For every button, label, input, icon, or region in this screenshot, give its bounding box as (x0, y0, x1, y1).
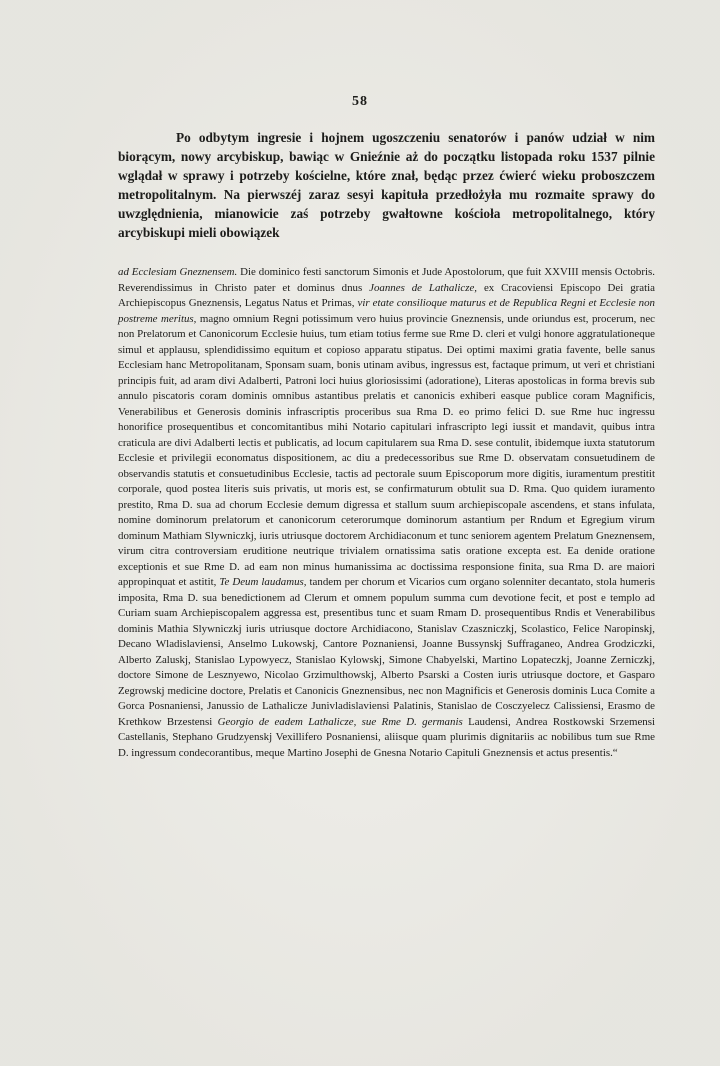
latin-italic-phrase: Georgio de eadem Lathalicze, sue Rme D. germanis (217, 715, 463, 728)
latin-text: ex Cracoviensi Episcopo Dei gratia Archiepiscopus Gneznensis, Legatus Natus et Primas, (118, 281, 655, 309)
polish-paragraph-block (118, 128, 655, 243)
latin-italic-phrase: vir etate consilioque maturus et de Republica Regni et Ecclesie non postreme meritus, (118, 297, 655, 325)
latin-quotation (118, 265, 655, 761)
latin-italic-phrase: ad Ecclesiam Gneznensem. (118, 266, 238, 278)
latin-italic-phrase: Te Deum laudamus, (219, 576, 307, 588)
polish-paragraph: Po odbytym ingresie i hojnem ugoszczeniu senatorów i panów udział w nim biorącym, nowy arcybiskup, bawiąc w Gnieźnie aż do początku listopada roku 1537 pilnie wglądał w sprawy i potrzeby kościelne, które znał, będąc przez ćwierć wieku proboszczem metropolitalnym. Na pierwszéj zaraz sesyi kapituła przedłożyła mu rozmaite sprawy do uwzględnienia, mianowicie zaś potrzeby gwałtowne kościoła metropolitalnego, który arcybiskupi mieli obowiązek (118, 130, 655, 241)
page-number: 58 (352, 94, 368, 109)
latin-italic-phrase: Joannes de Lathalicze, (369, 281, 478, 294)
latin-text: tandem per chorum et Vicarios cum organo solenniter decantato, stola humeris imposita, Rma D. sua benedictionem ad Clerum et omnem populum summa cum devotione fecit, et post e templo ad Curiam suam Archiepiscopalem aggressa est, presentibus tunc et suam Rmam D. prosequentibus Rndis et Venerabilibus dominis Mathia Slywniczkj iuris utriusque doctore Archidiacono, Stanislav Czaszniczkj, Scolastico, Felice Naropinskj, Decano Wladislaviensi, Anselmo Lukowskj, Cantore Poznaniensi, Joanne Bussynskj Suffraganeo, Andrea Grodziczki, Alberto Zaluskj, Stanislao Lypowyecz, Stanislao Kylowskj, Simone Chabyelski, Martino Lopateczkj, Joanne Zerniczkj, doctore Simone de Lesznyewo, Nicolao Grzimulthowskj, Alberto Psarski a Costen iuris utriusque doctore, et Gasparo Zegrowskj medicine doctore, Prelatis et Canonicis Gneznensibus, nec non Magnificis et Generosis dominis Luca Comite a Gorca Posnaniensi, Janussio de Lathalicze Junivladislaviensi Palatinis, Stanislao de Cosczyelecz Calissiensi, Erasmo de Krethkow Brzestensi (118, 576, 655, 728)
latin-text: Die dominico festi sanctorum Simonis et Jude Apostolorum, que fuit XXVIII mensis Octobris. Reverendissimus in Christo pater et dominus dnus (118, 266, 655, 294)
latin-text: Laudensi, Andrea Rostkowski Srzemensi Castellanis, Stephano Grudzyenskj Vexillifero Posnaniensi, aliisque quam plurimis dignitariis ac nobilibus tum sue Rme D. ingressum condecorantibus, meque Martino Josephi de Gnesna Notario Capituli Gneznensis et actus presentis.“ (118, 715, 655, 759)
latin-text: magno omnium Regni potissimum vero huius provincie Gneznensis, unde oriundus est, procerum, nec non Prelatorum et Canonicorum Ecclesie huius, tum etiam totius ferme sue Rme D. cleri et vulgi honore aggratulationeque simul et applausu, splendidissimo equitum et copioso apparatu stipatus. Dei optimi maximi gratia favente, belle sanus Ecclesiam hanc Metropolitanam, Sponsam suam, bonis utinam avibus, ingressus est, factaque primum, ut veri et christiani principis fuit, ad aram divi Adalberti, Patroni loci huius gloriosissimi (adoratione), Literas apostolicas in forma brevis sub annulo piscatoris coram dominis omnibus astantibus prelatis et canonicis exhiberi easque publice coram Magnificis, Venerabilibus et Generosis dominis infrascriptis proceribus sua Rma D. eo primo felici D. sue Rme huc ingressu honorifice prosequentibus et concomitantibus mihi Notario capitulari infrascripto legi iussit et mandavit, quibus intra craticula are divi Adalberti lectis et publicatis, ad locum capitularem sua Rma D. sese contulit, ibidemque iuxta statutorum Ecclesie et privilegii economatus dispositionem, ac diu a predecessoribus sue Rme D. observatam consuetudinem de observandis statutis et consuetudinibus Ecclesie, tactis ad pectorale suum Episcoporum more digitis, iuramentum prestitit corporale, quod postea literis suis privatis, ut moris est, se confirmaturum obtulit sua D. Rma. Quo quidem iuramento prestito, Rma D. sua ad chorum Ecclesie demum digressa et stallum suum archiepiscopale ascendens, et stans infulata, nomine dominorum prelatorum et canonicorum ceterorumque dominorum astantium per Rndum et Egregium virum dominum Mathiam Slywniczkj, iuris utriusque doctorem Archidiaconum et tunc seniorem agentem Prelatum Gneznensem, virum citra controversiam eruditione neutrique trivialem ornatissima satis oratione excepta est. Ea denide oratione exceptionis et sue Rme D. ad eam non minus humanissima ac doctissima responsione finita, sua Rma D. are maiori appropinquat et astitit, (118, 312, 655, 588)
latin-quotation-block (118, 265, 655, 761)
